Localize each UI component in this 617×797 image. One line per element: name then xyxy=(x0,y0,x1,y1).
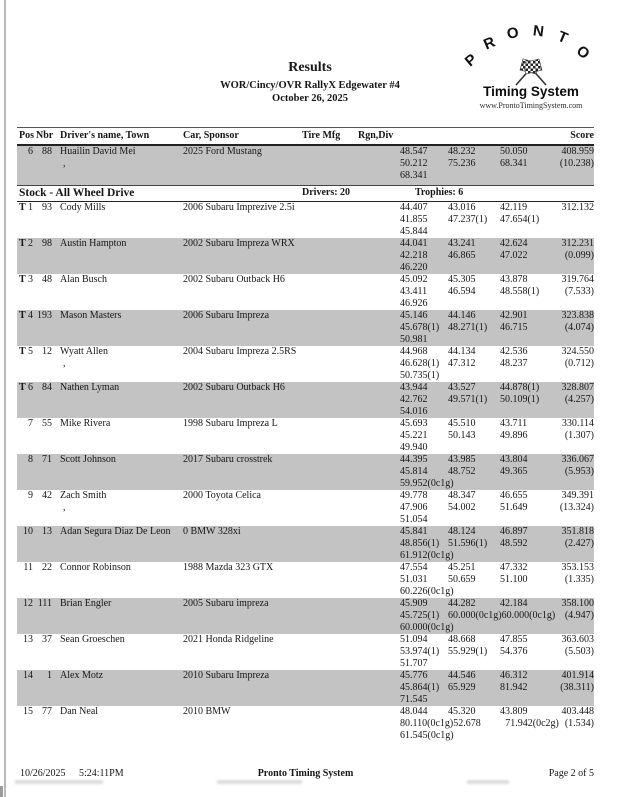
pronto-logo xyxy=(458,20,604,116)
nbr-cell: 48 xyxy=(42,274,52,285)
trophy-flag: T xyxy=(19,238,26,249)
times-line: 42.218 46.865 47.022 (0.099) xyxy=(400,250,594,261)
car-cell: 1988 Mazda 323 GTX xyxy=(183,562,274,573)
logo-arc-letter: N xyxy=(532,22,545,41)
header-tire-mfg: Tire Mfg xyxy=(302,130,341,141)
nbr-cell: 84 xyxy=(42,382,52,393)
nbr-cell: 93 xyxy=(42,202,52,213)
footer-system-name: Pronto Timing System xyxy=(257,768,354,779)
times-line: 47.554 45.251 47.332 353.153 xyxy=(400,562,594,573)
result-row xyxy=(17,634,594,670)
times-block xyxy=(400,382,594,418)
times-block xyxy=(400,706,594,742)
times-block xyxy=(400,274,594,310)
bleed-through-text xyxy=(15,780,103,784)
nbr-cell: 22 xyxy=(42,562,52,573)
driver-name: Mason Masters xyxy=(60,310,122,321)
carryover-rows xyxy=(17,146,594,185)
times-block xyxy=(400,490,594,526)
times-line: 68.341 xyxy=(400,170,428,181)
car-cell: 2002 Subaru Impreza WRX xyxy=(183,238,295,249)
driver-name: Sean Groeschen xyxy=(60,634,125,645)
times-line: 45.146 44.146 42.901 323.838 xyxy=(400,310,594,321)
result-row xyxy=(17,346,594,382)
car-cell: 2000 Toyota Celica xyxy=(183,490,261,501)
times-line: 46.926 xyxy=(400,298,428,309)
times-block xyxy=(400,562,594,598)
class-section-header xyxy=(17,185,594,202)
times-line: 44.968 44.134 42.536 324.550 xyxy=(400,346,594,357)
table-header-row xyxy=(17,127,594,146)
pos-cell: 12 xyxy=(23,598,33,609)
car-cell: 2006 Subaru Imprezive 2.5i xyxy=(183,202,295,213)
result-row xyxy=(17,202,594,238)
header-driver: Driver's name, Town xyxy=(60,130,150,141)
times-block xyxy=(400,238,594,274)
driver-name: Wyatt Allen xyxy=(60,346,108,357)
class-trophy-count: Trophies: 6 xyxy=(415,187,464,198)
car-cell: 2006 Subaru Impreza xyxy=(183,310,270,321)
times-line: 45.776 44.546 46.312 401.914 xyxy=(400,670,594,681)
times-line: 54.016 xyxy=(400,406,428,417)
times-line: 51.707 xyxy=(400,658,428,669)
logo-arc-letter: R xyxy=(481,33,498,54)
times-line: 80.110(0c1g) 52.678 71.942(0c2g) (1.534) xyxy=(400,718,594,729)
times-line: 43.411 46.594 48.558(1) (7.533) xyxy=(400,286,594,297)
result-row xyxy=(17,670,594,706)
class-result-rows xyxy=(17,202,594,742)
driver-name: Cody Mills xyxy=(60,202,106,213)
result-row xyxy=(17,454,594,490)
class-name: Stock - All Wheel Drive xyxy=(19,187,135,199)
pos-cell: 15 xyxy=(23,706,33,717)
pos-cell: 8 xyxy=(28,454,33,465)
times-line: 45.844 xyxy=(400,226,428,237)
times-line: 51.054 xyxy=(400,514,428,525)
times-line: 42.762 49.571(1) 50.109(1) (4.257) xyxy=(400,394,594,405)
times-line: 47.906 54.002 51.649 (13.324) xyxy=(400,502,594,513)
driver-name: Adan Segura Diaz De Leon xyxy=(60,526,171,537)
times-line: 49.940 xyxy=(400,442,428,453)
times-line: 44.041 43.241 42.624 312.231 xyxy=(400,238,594,249)
bleed-through-text xyxy=(467,780,509,784)
nbr-cell: 42 xyxy=(42,490,52,501)
times-line: 45.678(1) 48.271(1) 46.715 (4.074) xyxy=(400,322,594,333)
car-cell: 1998 Subaru Impreza L xyxy=(183,418,278,429)
page-title: Results xyxy=(288,60,332,75)
page-left-edge xyxy=(4,0,6,797)
pos-cell: 2 xyxy=(28,238,33,249)
result-row xyxy=(17,490,594,526)
header-pos: Pos xyxy=(19,130,34,141)
car-cell: 2021 Honda Ridgeline xyxy=(183,634,274,645)
result-row xyxy=(17,562,594,598)
times-line: 44.395 43.985 43.804 336.067 xyxy=(400,454,594,465)
header-score: Score xyxy=(570,130,594,141)
times-block xyxy=(400,202,594,238)
times-block xyxy=(400,670,594,706)
logo-website: www.ProntoTimingSystem.com xyxy=(479,101,583,110)
driver-name: Connor Robinson xyxy=(60,562,131,573)
page-corner-mark xyxy=(0,786,3,797)
footer-time: 5:24:11PM xyxy=(79,768,124,779)
pos-cell: 5 xyxy=(28,346,33,357)
pos-cell: 6 xyxy=(28,146,33,157)
pos-cell: 7 xyxy=(28,418,33,429)
pos-cell: 3 xyxy=(28,274,33,285)
trophy-flag: T xyxy=(19,382,26,393)
times-line: 46.628(1) 47.312 48.237 (0.712) xyxy=(400,358,594,369)
nbr-cell: 193 xyxy=(37,310,52,321)
times-line: 60.226(0c1g) xyxy=(400,586,454,597)
trophy-flag: T xyxy=(19,346,26,357)
times-line: 59.952(0c1g) xyxy=(400,478,454,489)
logo-arc-letter: P xyxy=(461,50,481,71)
logo-name: Timing System xyxy=(483,84,579,99)
driver-name: Brian Engler xyxy=(60,598,112,609)
pos-cell: 1 xyxy=(28,202,33,213)
times-line: 45.864(1) 65.929 81.942 (38.311) xyxy=(400,682,594,693)
times-block xyxy=(400,146,594,182)
driver-name: Huailin David Mei xyxy=(60,146,136,157)
times-line: 45.221 50.143 49.896 (1.307) xyxy=(400,430,594,441)
driver-town: , xyxy=(63,502,66,513)
times-line: 49.778 48.347 46.655 349.391 xyxy=(400,490,594,501)
nbr-cell: 88 xyxy=(42,146,52,157)
times-line: 45.841 48.124 46.897 351.818 xyxy=(400,526,594,537)
driver-name: Austin Hampton xyxy=(60,238,127,249)
car-cell: 2002 Subaru Outback H6 xyxy=(183,274,285,285)
pos-cell: 14 xyxy=(23,670,33,681)
times-block xyxy=(400,598,594,634)
car-cell: 2017 Subaru crosstrek xyxy=(183,454,273,465)
result-row xyxy=(17,598,594,634)
times-line: 45.725(1) 60.000(0c1g) 60.000(0c1g) (4.947) xyxy=(400,610,594,621)
times-line: 60.000(0c1g) xyxy=(400,622,454,633)
times-line: 51.031 50.659 51.100 (1.335) xyxy=(400,574,594,585)
car-cell: 2010 BMW xyxy=(183,706,231,717)
times-line: 61.545(0c1g) xyxy=(400,730,454,741)
nbr-cell: 71 xyxy=(42,454,52,465)
trophy-flag: T xyxy=(19,202,26,213)
nbr-cell: 77 xyxy=(42,706,52,717)
pos-cell: 10 xyxy=(23,526,33,537)
times-line: 45.092 45.305 43.878 319.764 xyxy=(400,274,594,285)
times-block xyxy=(400,418,594,454)
driver-town: , xyxy=(63,358,66,369)
car-cell: 2002 Subaru Outback H6 xyxy=(183,382,285,393)
driver-name: Zach Smith xyxy=(60,490,107,501)
driver-name: Alan Busch xyxy=(60,274,107,285)
driver-name: Alex Motz xyxy=(60,670,104,681)
pos-cell: 13 xyxy=(23,634,33,645)
times-line: 48.547 48.232 50.050 408.959 xyxy=(400,146,594,157)
pos-cell: 4 xyxy=(28,310,33,321)
header-car: Car, Sponsor xyxy=(183,130,239,141)
times-line: 45.693 45.510 43.711 330.114 xyxy=(400,418,594,429)
class-driver-count: Drivers: 20 xyxy=(302,187,351,198)
pos-cell: 11 xyxy=(23,562,33,573)
pos-cell: 6 xyxy=(28,382,33,393)
times-block xyxy=(400,526,594,562)
car-cell: 2005 Subaru impreza xyxy=(183,598,269,609)
header-rgn-div: Rgn,Div xyxy=(358,130,394,141)
times-line: 50.212 75.236 68.341 (10.238) xyxy=(400,158,594,169)
bleed-through-text xyxy=(217,780,302,784)
result-row xyxy=(17,526,594,562)
times-line: 45.909 44.282 42.184 358.100 xyxy=(400,598,594,609)
times-line: 43.944 43.527 44.878(1) 328.807 xyxy=(400,382,594,393)
car-cell: 0 BMW 328xi xyxy=(183,526,241,537)
car-cell: 2025 Ford Mustang xyxy=(183,146,262,157)
times-block xyxy=(400,634,594,670)
logo-arc-letter: O xyxy=(505,24,520,43)
nbr-cell: 111 xyxy=(37,598,52,609)
results-table xyxy=(17,127,594,742)
footer-page-number: Page 2 of 5 xyxy=(548,768,594,779)
result-row xyxy=(17,274,594,310)
nbr-cell: 98 xyxy=(42,238,52,249)
event-subtitle: WOR/Cincy/OVR RallyX Edgewater #4 xyxy=(220,80,400,91)
times-line: 50.981 xyxy=(400,334,428,345)
times-line: 61.912(0c1g) xyxy=(400,550,454,561)
event-date: October 26, 2025 xyxy=(272,93,348,104)
times-block xyxy=(400,346,594,382)
nbr-cell: 13 xyxy=(42,526,52,537)
driver-name: Scott Johnson xyxy=(60,454,116,465)
footer-date: 10/26/2025 xyxy=(20,768,66,779)
driver-name: Dan Neal xyxy=(60,706,99,717)
nbr-cell: 12 xyxy=(42,346,52,357)
times-line: 44.407 43.016 42.119 312.132 xyxy=(400,202,594,213)
times-line: 48.044 45.320 43.809 403.448 xyxy=(400,706,594,717)
logo-arc-letter: O xyxy=(572,42,593,63)
trophy-flag: T xyxy=(19,274,26,285)
driver-name: Nathen Lyman xyxy=(60,382,120,393)
header-nbr: Nbr xyxy=(36,130,54,141)
car-cell: 2004 Subaru Impreza 2.5RS xyxy=(183,346,297,357)
crossed-checkered-flags-icon xyxy=(508,56,554,86)
result-row xyxy=(17,238,594,274)
times-line: 48.856(1) 51.596(1) 48.592 (2.427) xyxy=(400,538,594,549)
times-line: 71.545 xyxy=(400,694,428,705)
times-line: 41.855 47.237(1) 47.654(1) xyxy=(400,214,540,225)
logo-arc-letter: T xyxy=(555,27,571,48)
times-block xyxy=(400,310,594,346)
times-line: 46.220 xyxy=(400,262,428,273)
driver-town: , xyxy=(63,158,66,169)
car-cell: 2010 Subaru Impreza xyxy=(183,670,270,681)
driver-name: Mike Rivera xyxy=(60,418,111,429)
result-row xyxy=(17,418,594,454)
trophy-flag: T xyxy=(19,310,26,321)
times-line: 45.814 48.752 49.365 (5.953) xyxy=(400,466,594,477)
result-row xyxy=(17,706,594,742)
nbr-cell: 1 xyxy=(47,670,52,681)
times-line: 53.974(1) 55.929(1) 54.376 (5.503) xyxy=(400,646,594,657)
result-row xyxy=(17,382,594,418)
times-line: 51.094 48.668 47.855 363.603 xyxy=(400,634,594,645)
times-block xyxy=(400,454,594,490)
pos-cell: 9 xyxy=(28,490,33,501)
nbr-cell: 37 xyxy=(42,634,52,645)
times-line: 50.735(1) xyxy=(400,370,440,381)
result-row xyxy=(17,146,594,185)
nbr-cell: 55 xyxy=(42,418,52,429)
result-row xyxy=(17,310,594,346)
